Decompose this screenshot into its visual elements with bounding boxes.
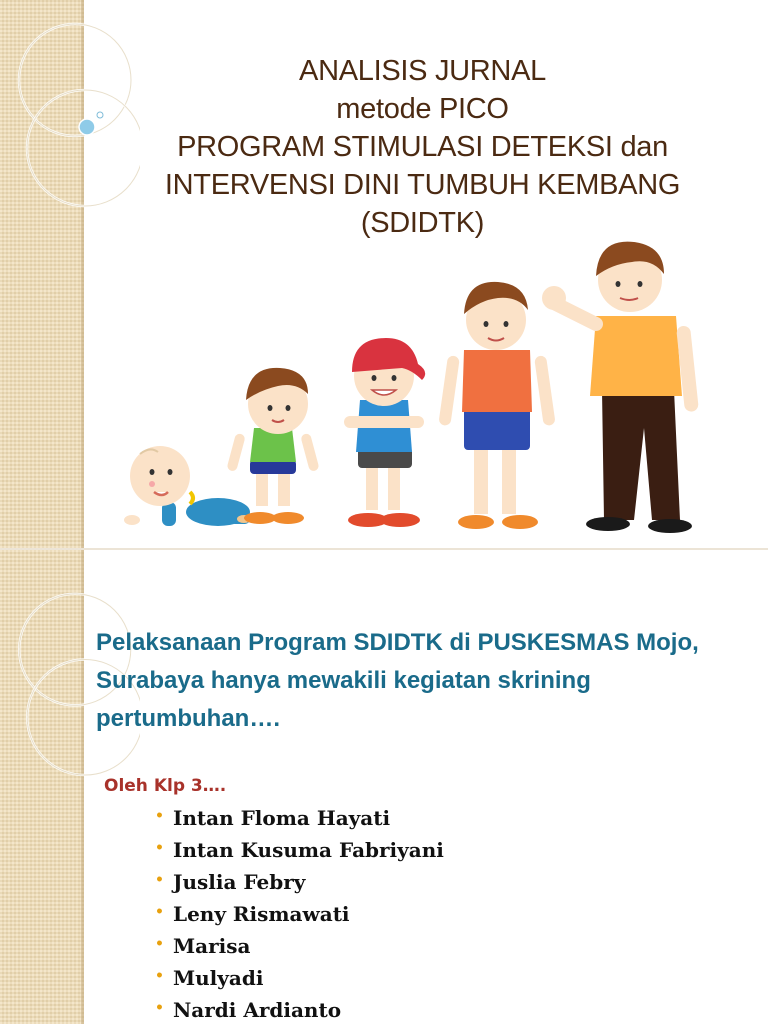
list-item [155, 834, 444, 866]
bullet-icon: • [155, 968, 164, 984]
slide-title [95, 52, 750, 242]
member-list [155, 802, 444, 1024]
title-line: ANALISIS JURNAL [299, 55, 546, 87]
member-name: Mulyadi [173, 966, 264, 990]
teen-figure [542, 242, 699, 533]
member-name: Nardi Ardianto [173, 998, 342, 1022]
subtitle-line: Surabaya hanya mewakili kegiatan skrining [96, 667, 591, 694]
member-name: Intan Kusuma Fabriyani [173, 838, 444, 862]
bullet-icon: • [155, 936, 164, 952]
list-item [155, 994, 444, 1024]
title-line: PROGRAM STIMULASI DETEKSI dan [177, 131, 668, 163]
title-line: metode PICO [336, 93, 509, 125]
group-byline: Oleh Klp 3…. [104, 776, 227, 796]
child-cap-figure [344, 338, 425, 527]
bullet-icon: • [155, 808, 164, 824]
toddler-figure [226, 368, 319, 524]
subtitle-line: Pelaksanaan Program SDIDTK di PUSKESMAS Mojo, [96, 629, 699, 656]
bullet-icon: • [155, 1000, 164, 1016]
boy-figure [438, 282, 555, 529]
slide-sidebar [0, 550, 84, 1024]
growth-stages-illustration [110, 240, 730, 540]
list-item [155, 962, 444, 994]
member-name: Leny Rismawati [173, 902, 350, 926]
list-item [155, 802, 444, 834]
list-item [155, 866, 444, 898]
bullet-icon: • [155, 904, 164, 920]
members-slide [0, 548, 768, 1024]
title-line: INTERVENSI DINI TUMBUH KEMBANG [164, 169, 681, 201]
bullet-icon: • [155, 872, 164, 888]
title-line: (SDIDTK) [360, 207, 485, 239]
slide-sidebar [0, 0, 84, 548]
bullet-icon: • [155, 840, 164, 856]
slide-subtitle [96, 624, 756, 738]
member-name: Juslia Febry [173, 870, 306, 894]
subtitle-line: pertumbuhan…. [96, 705, 280, 732]
list-item [155, 930, 444, 962]
member-name: Intan Floma Hayati [173, 806, 391, 830]
list-item [155, 898, 444, 930]
member-name: Marisa [173, 934, 251, 958]
